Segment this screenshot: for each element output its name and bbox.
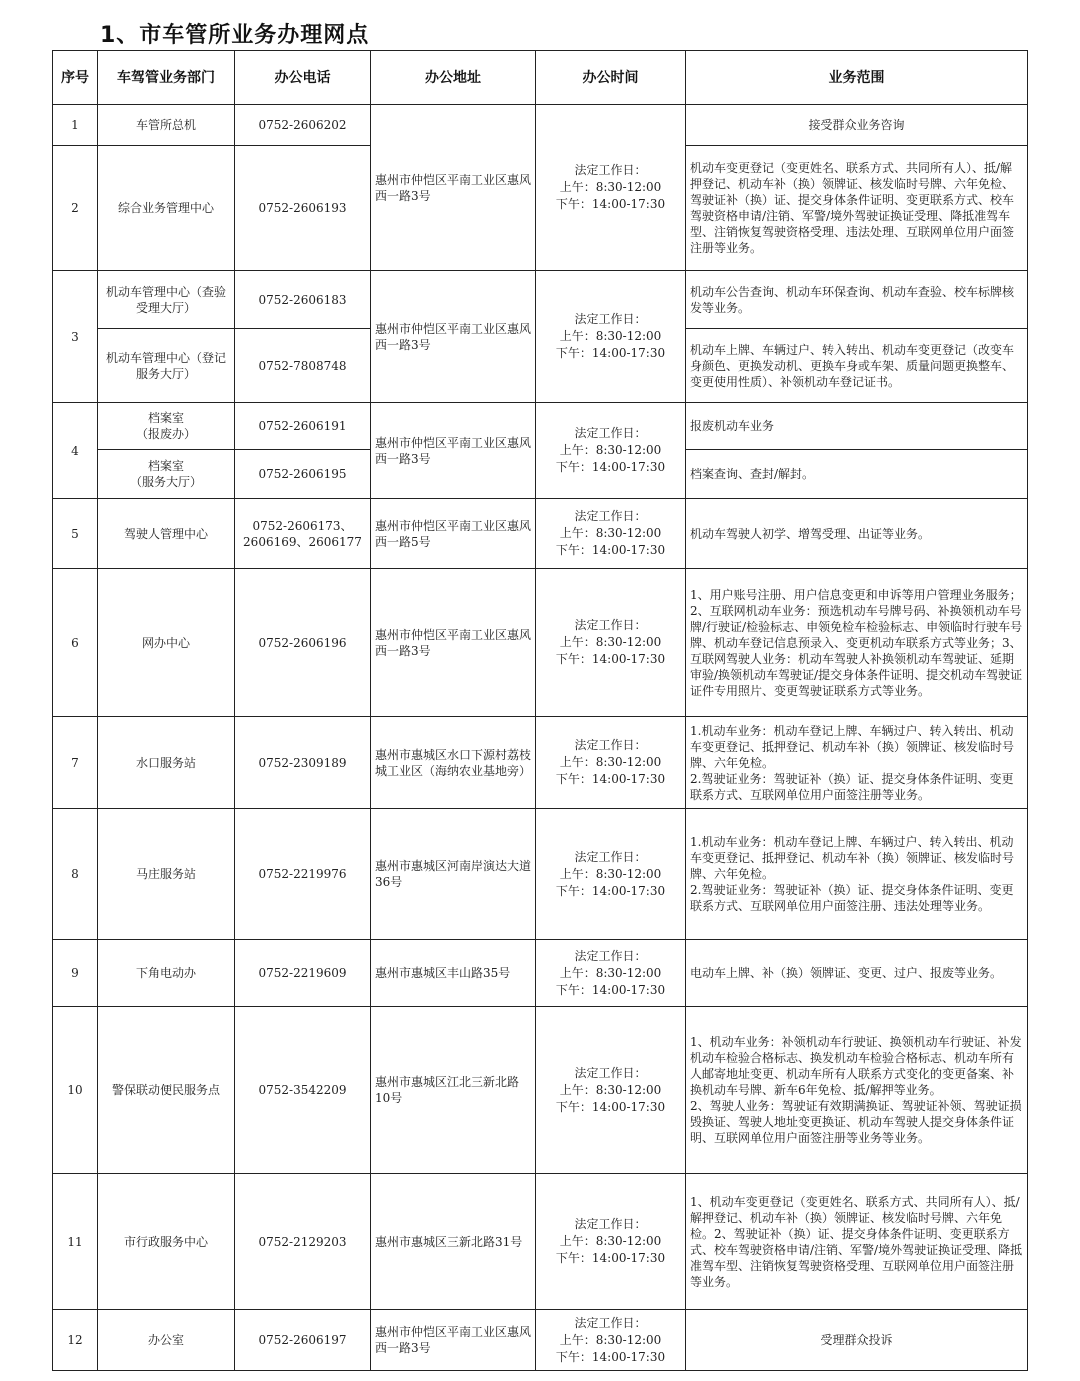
row-scope: 1、用户账号注册、用户信息变更和申诉等用户管理业务服务；2、互联网机动车业务：预选机动车号牌号码、补换领机动车号牌/行驶证/检验标志、申领免检车检验标志、申领临时行驶车号牌、机动车登记信息预录入、变更机动车联系方式等业务；3、互联网驾驶人业务：机动车驾驶人补换领机动车驾驶证、延期审验/换领机动车驾驶证/提交身体条件证明、提交机动车驾驶证证件专用照片、变更驾驶证联系方式等业务。	[686, 569, 1028, 717]
row-dept: 水口服务站	[98, 717, 235, 809]
row-dept: 下角电动办	[98, 940, 235, 1007]
row-hours	[536, 1174, 686, 1310]
row-hours	[536, 271, 686, 403]
row-phone: 0752-2606193	[235, 146, 371, 271]
row-scope: 1、机动车业务：补领机动车行驶证、换领机动车行驶证、补发机动车检验合格标志、换发机动车检验合格标志、机动车所有人邮寄地址变更、机动车所有人联系方式变化的变更备案、补换机动车号牌、新车6年免检、抵/解押等业务。 2、驾驶人业务：驾驶证有效期满换证、驾驶证补领、驾驶证损毁换证、驾驶人地址变更换证、机动车驾驶人提交身体条件证明、互联网单位用户面签注册等业务等业务。	[686, 1007, 1028, 1174]
row-no: 9	[53, 940, 98, 1007]
table-row	[53, 809, 1028, 940]
table-row	[53, 105, 1028, 146]
table-row	[53, 1007, 1028, 1174]
row-dept: 档案室 （服务大厅）	[98, 450, 235, 499]
row-phone: 0752-3542209	[235, 1007, 371, 1174]
hours-morning: 上午：8:30-12:00	[559, 180, 662, 194]
row-hours	[536, 499, 686, 569]
row-address: 惠州市仲恺区平南工业区惠风西一路3号	[371, 1310, 536, 1371]
table-row	[53, 1310, 1028, 1371]
row-address: 惠州市惠城区江北三新北路10号	[371, 1007, 536, 1174]
row-dept: 机动车管理中心（查验受理大厅）	[98, 271, 235, 329]
table-row	[53, 403, 1028, 450]
row-phone: 0752-2606196	[235, 569, 371, 717]
hours-label: 法定工作日：	[574, 509, 647, 523]
hours-afternoon: 下午：14:00-17:30	[555, 1251, 666, 1265]
row-hours	[536, 403, 686, 499]
row-scope: 机动车上牌、车辆过户、转入转出、机动车变更登记（改变车身颜色、更换发动机、更换车身或车架、质量问题更换整车、变更使用性质）、补领机动车登记证书。	[686, 329, 1028, 403]
row-dept: 市行政服务中心	[98, 1174, 235, 1310]
row-scope: 1.机动车业务：机动车登记上牌、车辆过户、转入转出、机动车变更登记、抵押登记、机动车补（换）领牌证、核发临时号牌、六年免检。 2.驾驶证业务：驾驶证补（换）证、提交身体条件证明、变更联系方式、互联网单位用户面签注册、违法处理等业务。	[686, 809, 1028, 940]
hours-label: 法定工作日：	[574, 312, 647, 326]
table-row	[53, 569, 1028, 717]
hours-afternoon: 下午：14:00-17:30	[555, 982, 666, 997]
row-phone: 0752-2219976	[235, 809, 371, 940]
row-scope: 受理群众投诉	[686, 1310, 1028, 1371]
row-dept: 综合业务管理中心	[98, 146, 235, 271]
row-no: 5	[53, 499, 98, 569]
hours-label: 法定工作日：	[574, 1315, 647, 1330]
hours-morning: 上午：8:30-12:00	[559, 965, 662, 980]
row-dept: 档案室 （报废办）	[98, 403, 235, 450]
hours-morning: 上午：8:30-12:00	[559, 1332, 662, 1347]
hours-morning: 上午：8:30-12:00	[559, 443, 662, 457]
row-scope: 1.机动车业务：机动车登记上牌、车辆过户、转入转出、机动车变更登记、抵押登记、机动车补（换）领牌证、核发临时号牌、六年免检。 2.驾驶证业务：驾驶证补（换）证、提交身体条件证明、变更联系方式、互联网单位用户面签注册等业务。	[686, 717, 1028, 809]
row-no: 12	[53, 1310, 98, 1371]
row-dept: 警保联动便民服务点	[98, 1007, 235, 1174]
row-phone: 0752-2606202	[235, 105, 371, 146]
hours-morning: 上午：8:30-12:00	[559, 635, 662, 649]
row-address: 惠州市惠城区水口下源村荔枝城工业区（海纳农业基地旁）	[371, 717, 536, 809]
row-no: 2	[53, 146, 98, 271]
row-scope: 机动车公告查询、机动车环保查询、机动车查验、校车标牌核发等业务。	[686, 271, 1028, 329]
hours-afternoon: 下午：14:00-17:30	[555, 460, 666, 474]
hours-label: 法定工作日：	[574, 1217, 647, 1231]
row-scope: 档案查询、查封/解封。	[686, 450, 1028, 499]
hours-morning: 上午：8:30-12:00	[559, 526, 662, 540]
table-row	[53, 717, 1028, 809]
section-title: 1、市车管所业务办理网点	[100, 23, 370, 48]
header-scope: 业务范围	[686, 51, 1028, 105]
hours-label: 法定工作日：	[574, 738, 647, 752]
row-dept: 车管所总机	[98, 105, 235, 146]
hours-afternoon: 下午：14:00-17:30	[555, 346, 666, 360]
row-no: 7	[53, 717, 98, 809]
hours-afternoon: 下午：14:00-17:30	[555, 652, 666, 666]
hours-label: 法定工作日：	[574, 1065, 647, 1080]
row-scope: 报废机动车业务	[686, 403, 1028, 450]
row-phone: 0752-2309189	[235, 717, 371, 809]
row-no: 8	[53, 809, 98, 940]
row-hours	[536, 569, 686, 717]
row-no: 11	[53, 1174, 98, 1310]
row-phone: 0752-7808748	[235, 329, 371, 403]
table-row	[53, 499, 1028, 569]
header-address: 办公地址	[371, 51, 536, 105]
hours-label: 法定工作日：	[574, 948, 647, 963]
hours-label: 法定工作日：	[574, 163, 647, 177]
hours-afternoon: 下午：14:00-17:30	[555, 883, 666, 898]
row-phone: 0752-2606191	[235, 403, 371, 450]
row-address: 惠州市仲恺区平南工业区惠风西一路3号	[371, 271, 536, 403]
row-phone: 0752-2606173、2606169、2606177	[235, 499, 371, 569]
row-scope: 1、机动车变更登记（变更姓名、联系方式、共同所有人）、抵/解押登记、机动车补（换）领牌证、核发临时号牌、六年免检。2、驾驶证补（换）证、提交身体条件证明、变更联系方式、校车驾驶资格申请/注销、军警/境外驾驶证换证受理、降抵准驾车型、注销恢复驾驶资格受理、互联网单位用户面签注册等业务。	[686, 1174, 1028, 1310]
row-address: 惠州市惠城区三新北路31号	[371, 1174, 536, 1310]
hours-label: 法定工作日：	[574, 426, 647, 440]
row-dept: 马庄服务站	[98, 809, 235, 940]
row-hours	[536, 105, 686, 271]
row-dept: 办公室	[98, 1310, 235, 1371]
hours-afternoon: 下午：14:00-17:30	[555, 772, 666, 786]
row-address: 惠州市仲恺区平南工业区惠风西一路5号	[371, 499, 536, 569]
hours-morning: 上午：8:30-12:00	[559, 329, 662, 343]
row-phone: 0752-2606183	[235, 271, 371, 329]
row-phone: 0752-2219609	[235, 940, 371, 1007]
hours-afternoon: 下午：14:00-17:30	[555, 1349, 666, 1364]
row-address: 惠州市仲恺区平南工业区惠风西一路3号	[371, 105, 536, 271]
row-address: 惠州市惠城区丰山路35号	[371, 940, 536, 1007]
hours-morning: 上午：8:30-12:00	[559, 866, 662, 881]
hours-afternoon: 下午：14:00-17:30	[555, 197, 666, 211]
table-row	[53, 1174, 1028, 1310]
row-address: 惠州市仲恺区平南工业区惠风西一路3号	[371, 403, 536, 499]
row-hours	[536, 940, 686, 1007]
office-table	[52, 50, 1028, 1371]
hours-label: 法定工作日：	[574, 849, 647, 864]
row-dept: 机动车管理中心（登记服务大厅）	[98, 329, 235, 403]
row-hours	[536, 1007, 686, 1174]
table-header-row	[53, 51, 1028, 105]
row-phone: 0752-2129203	[235, 1174, 371, 1310]
row-scope: 机动车变更登记（变更姓名、联系方式、共同所有人）、抵/解押登记、机动车补（换）领牌证、核发临时号牌、六年免检、驾驶证补（换）证、提交身体条件证明、变更联系方式、校车驾驶资格申请/注销、军警/境外驾驶证换证受理、降抵准驾车型、注销恢复驾驶资格受理、违法处理、互联网单位用户面签注册等业务。	[686, 146, 1028, 271]
row-dept: 驾驶人管理中心	[98, 499, 235, 569]
table-row	[53, 271, 1028, 329]
row-no: 6	[53, 569, 98, 717]
row-hours	[536, 809, 686, 940]
hours-afternoon: 下午：14:00-17:30	[555, 543, 666, 557]
row-no: 1	[53, 105, 98, 146]
row-hours	[536, 1310, 686, 1371]
row-phone: 0752-2606197	[235, 1310, 371, 1371]
table-row	[53, 940, 1028, 1007]
row-scope: 电动车上牌、补（换）领牌证、变更、过户、报废等业务。	[686, 940, 1028, 1007]
header-hours: 办公时间	[536, 51, 686, 105]
row-address: 惠州市惠城区河南岸演达大道36号	[371, 809, 536, 940]
row-no: 4	[53, 403, 98, 499]
header-phone: 办公电话	[235, 51, 371, 105]
row-scope: 机动车驾驶人初学、增驾受理、出证等业务。	[686, 499, 1028, 569]
header-dept: 车驾管业务部门	[98, 51, 235, 105]
hours-morning: 上午：8:30-12:00	[559, 1082, 662, 1097]
hours-morning: 上午：8:30-12:00	[559, 755, 662, 769]
hours-afternoon: 下午：14:00-17:30	[555, 1099, 666, 1114]
row-phone: 0752-2606195	[235, 450, 371, 499]
row-no: 10	[53, 1007, 98, 1174]
hours-morning: 上午：8:30-12:00	[559, 1234, 662, 1248]
row-scope: 接受群众业务咨询	[686, 105, 1028, 146]
row-no: 3	[53, 271, 98, 403]
header-no: 序号	[53, 51, 98, 105]
row-hours	[536, 717, 686, 809]
hours-label: 法定工作日：	[574, 618, 647, 632]
row-dept: 网办中心	[98, 569, 235, 717]
row-address: 惠州市仲恺区平南工业区惠风西一路3号	[371, 569, 536, 717]
